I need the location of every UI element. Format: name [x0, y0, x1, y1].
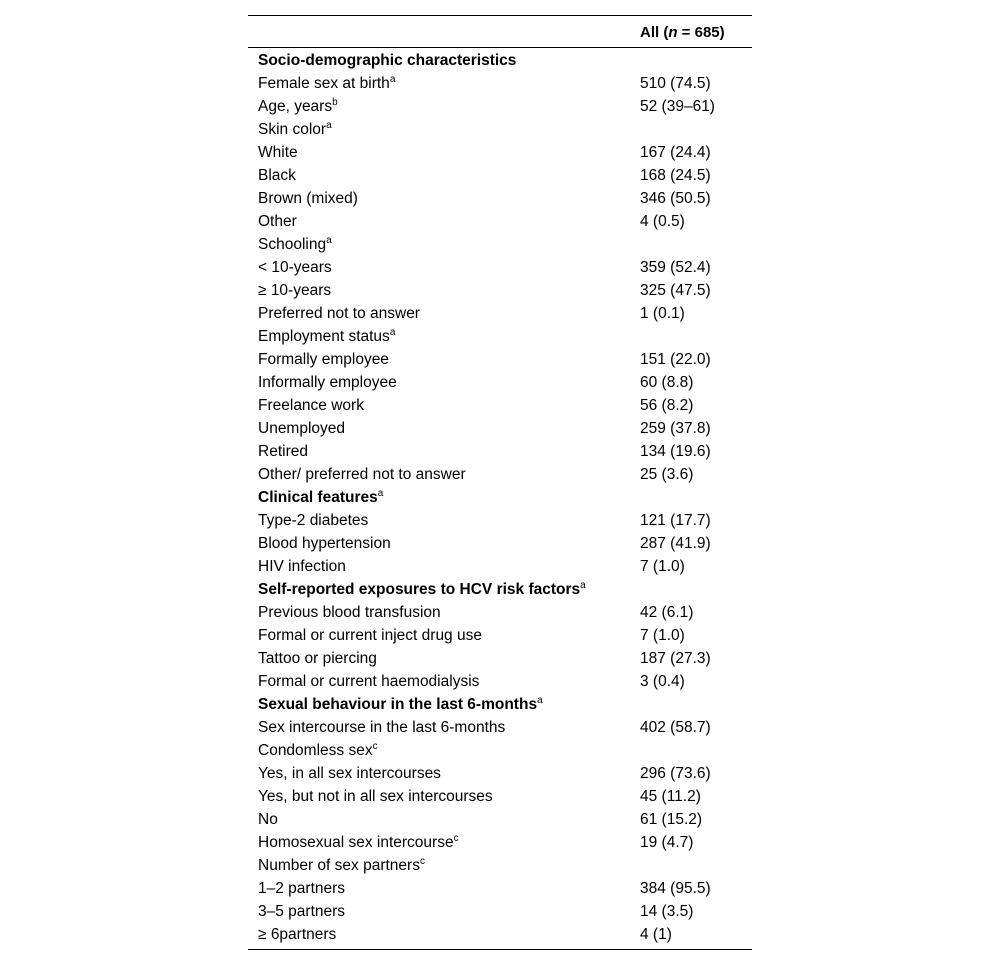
table-row: [248, 786, 752, 809]
row-label-text: < 10-years: [258, 259, 332, 276]
section-heading-row: [248, 487, 752, 510]
table-row: [248, 671, 752, 694]
row-label-text: Socio-demographic characteristics: [258, 52, 517, 69]
row-label: [258, 604, 441, 622]
footnote-marker: a: [377, 488, 384, 499]
column-header-all: [640, 24, 725, 41]
table-row: [248, 441, 752, 464]
row-label: [258, 167, 296, 185]
row-label: [258, 121, 332, 139]
header-n-italic: n: [668, 24, 678, 41]
table-row: [248, 372, 752, 395]
row-label-text: Type-2 diabetes: [258, 512, 369, 529]
table-row: [248, 648, 752, 671]
row-label: [258, 98, 338, 116]
row-label-text: Other: [258, 213, 297, 230]
section-heading-row: [248, 694, 752, 717]
table-row: [248, 625, 752, 648]
row-label-text: Formal or current haemodialysis: [258, 673, 480, 690]
row-label: [258, 512, 368, 530]
row-label-text: ≥ 10-years: [258, 282, 332, 299]
row-value: 3 (0.4): [640, 673, 685, 690]
table-row: [248, 855, 752, 878]
table-row: [248, 303, 752, 326]
row-label: [258, 236, 332, 254]
table-row: [248, 763, 752, 786]
row-label-text: Schooling: [258, 236, 327, 253]
row-value: 384 (95.5): [640, 880, 711, 897]
row-label-text: Yes, in all sex intercourses: [258, 765, 441, 782]
footnote-marker: c: [372, 741, 378, 752]
row-label-text: Informally employee: [258, 374, 397, 391]
row-value: 25 (3.6): [640, 466, 694, 483]
table-row: [248, 119, 752, 142]
row-value: 42 (6.1): [640, 604, 694, 621]
table-row: [248, 165, 752, 188]
table-row: [248, 924, 752, 947]
row-label: [258, 282, 331, 300]
row-label-text: No: [258, 811, 278, 828]
section-heading-row: [248, 50, 752, 73]
row-label: [258, 558, 346, 576]
row-value: 296 (73.6): [640, 765, 711, 782]
row-label-text: Other/ preferred not to answer: [258, 466, 466, 483]
row-value: 121 (17.7): [640, 512, 711, 529]
row-label-text: Previous blood transfusion: [258, 604, 441, 621]
row-label-text: Yes, but not in all sex intercourses: [258, 788, 493, 805]
row-label: [258, 834, 459, 852]
header-text-post: = 685): [677, 24, 725, 41]
table-body: [248, 48, 752, 949]
table-bottom-rule: [248, 949, 752, 950]
row-label-text: Tattoo or piercing: [258, 650, 377, 667]
row-value: 287 (41.9): [640, 535, 711, 552]
table-row: [248, 395, 752, 418]
row-label: [258, 305, 420, 323]
table-row: [248, 556, 752, 579]
row-label-text: Number of sex partners: [258, 857, 420, 874]
row-label: [258, 190, 358, 208]
table-row: [248, 96, 752, 119]
row-label: [258, 788, 493, 806]
row-label: [258, 420, 345, 438]
row-label-text: Blood hypertension: [258, 535, 391, 552]
row-value: 4 (0.5): [640, 213, 685, 230]
row-value: 1 (0.1): [640, 305, 685, 322]
row-label-text: Formally employee: [258, 351, 389, 368]
table-row: [248, 602, 752, 625]
table-row: [248, 280, 752, 303]
row-label: [258, 581, 586, 599]
footnote-marker: c: [453, 833, 459, 844]
characteristics-table: [248, 15, 752, 950]
row-label-text: Homosexual sex intercourse: [258, 834, 454, 851]
row-label-text: White: [258, 144, 298, 161]
row-label: [258, 742, 378, 760]
row-label: [258, 765, 441, 783]
row-label: [258, 489, 383, 507]
row-label-text: Self-reported exposures to HCV risk factors: [258, 581, 581, 598]
row-label: [258, 903, 345, 921]
row-label-text: ≥ 6partners: [258, 926, 337, 943]
table-row: [248, 464, 752, 487]
footnote-marker: a: [389, 74, 396, 85]
row-value: 45 (11.2): [640, 788, 701, 805]
table-row: [248, 832, 752, 855]
row-value: 56 (8.2): [640, 397, 694, 414]
table-row: [248, 257, 752, 280]
row-label-text: Formal or current inject drug use: [258, 627, 482, 644]
row-value: 7 (1.0): [640, 558, 685, 575]
row-label-text: Unemployed: [258, 420, 346, 437]
row-label-text: Black: [258, 167, 296, 184]
table-row: [248, 73, 752, 96]
header-text-pre: All (: [640, 24, 669, 41]
row-label: [258, 880, 345, 898]
row-label: [258, 52, 516, 70]
row-value: 325 (47.5): [640, 282, 711, 299]
row-label-text: Skin color: [258, 121, 327, 138]
row-label-text: 1–2 partners: [258, 880, 346, 897]
table-row: [248, 326, 752, 349]
row-value: 346 (50.5): [640, 190, 711, 207]
row-label-text: Condomless sex: [258, 742, 373, 759]
row-label-text: Preferred not to answer: [258, 305, 420, 322]
row-label: [258, 466, 466, 484]
table-row: [248, 349, 752, 372]
row-label-text: Brown (mixed): [258, 190, 358, 207]
row-value: 167 (24.4): [640, 144, 711, 161]
row-label-text: Sexual behaviour in the last 6-months: [258, 696, 538, 713]
row-label: [258, 397, 364, 415]
row-label: [258, 328, 395, 346]
row-label: [258, 696, 543, 714]
row-label: [258, 650, 377, 668]
row-label: [258, 535, 391, 553]
table-row: [248, 211, 752, 234]
row-value: 4 (1): [640, 926, 672, 943]
row-value: 151 (22.0): [640, 351, 711, 368]
footnote-marker: a: [580, 580, 586, 591]
row-value: 14 (3.5): [640, 903, 694, 920]
row-label: [258, 259, 332, 277]
row-value: 19 (4.7): [640, 834, 694, 851]
table-row: [248, 740, 752, 763]
row-label: [258, 627, 482, 645]
table-row: [248, 188, 752, 211]
row-value: 510 (74.5): [640, 75, 711, 92]
row-label-text: 3–5 partners: [258, 903, 346, 920]
row-label: [258, 719, 505, 737]
row-label: [258, 443, 308, 461]
row-label: [258, 75, 395, 93]
row-label-text: Female sex at birth: [258, 75, 390, 92]
table-row: [248, 418, 752, 441]
footnote-marker: c: [419, 856, 425, 867]
row-value: 134 (19.6): [640, 443, 711, 460]
row-label-text: Clinical features: [258, 489, 378, 506]
row-label: [258, 351, 389, 369]
footnote-marker: a: [326, 120, 332, 131]
row-label-text: Retired: [258, 443, 308, 460]
row-label-text: Sex intercourse in the last 6-months: [258, 719, 506, 736]
footnote-marker: a: [326, 235, 332, 246]
row-label-text: Employment status: [258, 328, 390, 345]
row-value: 402 (58.7): [640, 719, 711, 736]
table-row: [248, 533, 752, 556]
table-row: [248, 234, 752, 257]
row-value: 60 (8.8): [640, 374, 694, 391]
row-value: 359 (52.4): [640, 259, 711, 276]
row-label: [258, 926, 336, 944]
row-label: [258, 811, 278, 829]
table-row: [248, 142, 752, 165]
table-row: [248, 901, 752, 924]
table-row: [248, 717, 752, 740]
row-label: [258, 144, 298, 162]
row-value: 168 (24.5): [640, 167, 711, 184]
row-label-text: Freelance work: [258, 397, 364, 414]
table-row: [248, 809, 752, 832]
row-label-text: Age, years: [258, 98, 333, 115]
row-value: 187 (27.3): [640, 650, 711, 667]
row-label: [258, 673, 479, 691]
row-label: [258, 857, 425, 875]
row-value: 7 (1.0): [640, 627, 685, 644]
section-heading-row: [248, 579, 752, 602]
footnote-marker: b: [332, 97, 338, 108]
table-header: [248, 16, 752, 47]
row-label: [258, 374, 397, 392]
table-row: [248, 878, 752, 901]
row-value: 61 (15.2): [640, 811, 703, 828]
footnote-marker: a: [537, 695, 543, 706]
footnote-marker: a: [389, 327, 396, 338]
row-value: 52 (39–61): [640, 98, 715, 115]
row-value: 259 (37.8): [640, 420, 711, 437]
table-row: [248, 510, 752, 533]
row-label: [258, 213, 297, 231]
row-label-text: HIV infection: [258, 558, 346, 575]
